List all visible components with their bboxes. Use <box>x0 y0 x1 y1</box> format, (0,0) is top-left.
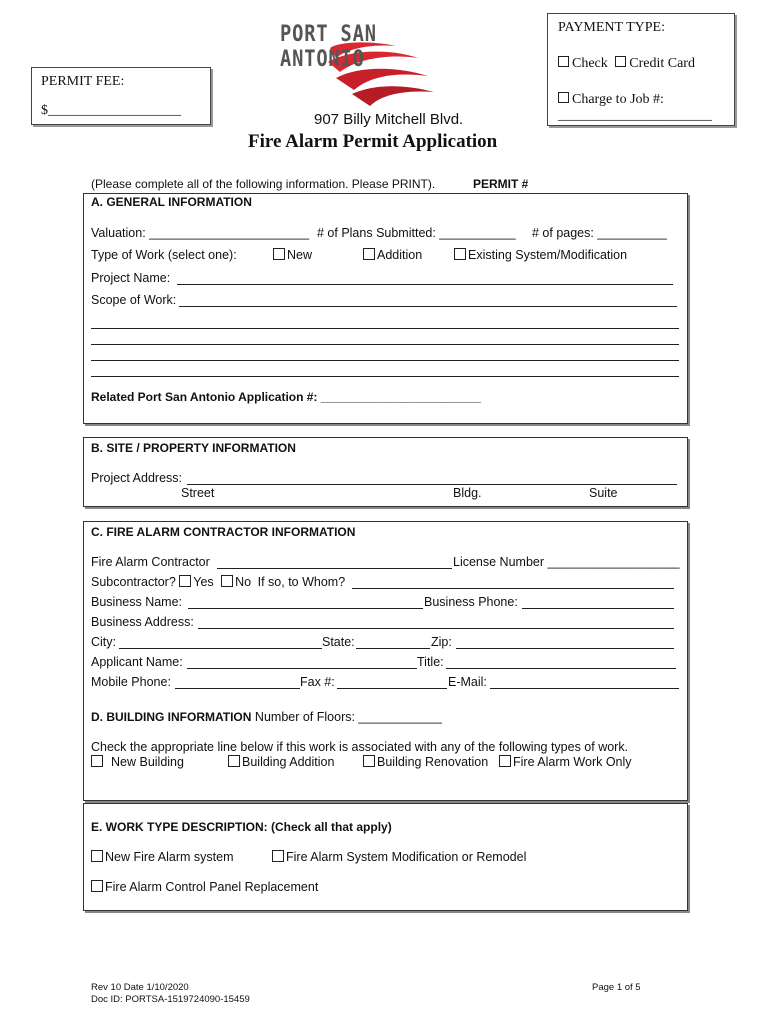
pages-field[interactable]: # of pages: __________ <box>532 226 667 240</box>
state-field[interactable] <box>356 648 430 649</box>
business-phone-label: Business Phone: <box>424 595 518 609</box>
scope-line-2[interactable] <box>91 328 679 329</box>
section-d-heading: D. BUILDING INFORMATION <box>91 710 252 724</box>
type-existing-option[interactable] <box>454 248 627 263</box>
email-field[interactable] <box>490 688 679 689</box>
building-instruction: Check the appropriate line below if this work is associated with any of the following types of work. <box>91 740 629 754</box>
fire-alarm-only-checkbox[interactable] <box>499 755 511 767</box>
page-title: Fire Alarm Permit Application <box>248 131 498 152</box>
intro-text: (Please complete all of the following information. Please PRINT). <box>91 177 436 191</box>
credit-card-label: Credit Card <box>629 56 695 71</box>
project-address-field[interactable] <box>187 484 677 485</box>
panel-replacement-option[interactable] <box>91 880 318 895</box>
fax-field[interactable] <box>337 688 447 689</box>
subcontractor-row <box>91 575 345 590</box>
city-field[interactable] <box>119 648 322 649</box>
contractor-field[interactable] <box>217 568 452 569</box>
suite-caption: Suite <box>589 486 618 500</box>
modification-checkbox[interactable] <box>272 850 284 862</box>
subcontractor-label: Subcontractor? <box>91 575 176 589</box>
addition-label: Addition <box>377 248 423 262</box>
address-text: 907 Billy Mitchell Blvd. <box>314 111 464 128</box>
section-c-heading: C. FIRE ALARM CONTRACTOR INFORMATION <box>91 525 356 539</box>
type-new-option[interactable] <box>273 248 312 263</box>
revision-date: Rev 10 Date 1/10/2020 <box>91 982 189 993</box>
scope-line-3[interactable] <box>91 344 679 345</box>
type-addition-option[interactable] <box>363 248 422 263</box>
section-a-heading: A. GENERAL INFORMATION <box>91 195 252 209</box>
section-general-information <box>83 193 688 424</box>
permit-fee-label: PERMIT FEE: <box>41 74 125 89</box>
project-name-field[interactable] <box>177 284 673 285</box>
document-id: Doc ID: PORTSA-1519724090-15459 <box>91 994 250 1005</box>
charge-label: Charge to Job #: <box>572 92 664 107</box>
section-e-heading: E. WORK TYPE DESCRIPTION: (Check all that apply) <box>91 820 392 834</box>
scope-line-5[interactable] <box>91 376 679 377</box>
mobile-phone-label: Mobile Phone: <box>91 675 171 689</box>
scope-line-1[interactable] <box>179 306 677 307</box>
business-phone-field[interactable] <box>522 608 674 609</box>
building-addition-option[interactable] <box>228 755 334 770</box>
no-label: No <box>235 575 252 589</box>
existing-checkbox[interactable] <box>454 248 466 260</box>
payment-type-label: PAYMENT TYPE: <box>558 20 665 35</box>
new-system-option[interactable] <box>91 850 234 865</box>
business-name-label: Business Name: <box>91 595 183 609</box>
type-of-work-label: Type of Work (select one): <box>91 248 237 262</box>
new-building-option[interactable] <box>91 755 184 770</box>
modification-option[interactable] <box>272 850 526 865</box>
fire-alarm-only-label: Fire Alarm Work Only <box>513 755 632 769</box>
no-checkbox[interactable] <box>221 575 233 587</box>
charge-checkbox[interactable] <box>558 92 569 103</box>
section-contractor-information <box>83 521 688 801</box>
building-floors-row <box>91 710 442 725</box>
license-number-field[interactable]: License Number ___________________ <box>453 555 680 569</box>
project-address-label: Project Address: <box>91 471 183 485</box>
building-renovation-label: Building Renovation <box>377 755 489 769</box>
whom-label: If so, to Whom? <box>257 575 346 589</box>
fire-alarm-only-option[interactable] <box>499 755 632 770</box>
permit-number-label: PERMIT # <box>473 177 529 191</box>
business-name-field[interactable] <box>188 608 423 609</box>
yes-checkbox[interactable] <box>179 575 191 587</box>
modification-label: Fire Alarm System Modification or Remodel <box>286 850 527 864</box>
section-site-property <box>83 437 688 507</box>
title-label: Title: <box>417 655 444 669</box>
panel-replacement-label: Fire Alarm Control Panel Replacement <box>105 880 319 894</box>
email-label: E-Mail: <box>448 675 487 689</box>
floors-field[interactable]: Number of Floors: ____________ <box>254 710 442 724</box>
city-label: City: <box>91 635 116 649</box>
building-renovation-option[interactable] <box>363 755 488 770</box>
port-san-antonio-logo <box>278 12 458 108</box>
page-number: Page 1 of 5 <box>592 982 641 993</box>
payment-check-option[interactable] <box>558 56 695 71</box>
panel-replacement-checkbox[interactable] <box>91 880 103 892</box>
street-caption: Street <box>181 486 215 500</box>
business-address-label: Business Address: <box>91 615 194 629</box>
whom-field[interactable] <box>352 588 674 589</box>
plans-submitted-field[interactable]: # of Plans Submitted: ___________ <box>317 226 516 240</box>
addition-checkbox[interactable] <box>363 248 375 260</box>
applicant-name-field[interactable] <box>187 668 417 669</box>
new-building-label: New Building <box>111 755 184 769</box>
charge-job-number-field[interactable]: ______________________ <box>558 108 712 123</box>
building-addition-label: Building Addition <box>242 755 335 769</box>
charge-to-job-option[interactable] <box>558 92 664 107</box>
new-building-checkbox[interactable] <box>91 755 103 767</box>
payment-type-box <box>547 13 735 126</box>
zip-label: Zip: <box>431 635 452 649</box>
existing-label: Existing System/Modification <box>468 248 628 262</box>
new-checkbox[interactable] <box>273 248 285 260</box>
section-b-heading: B. SITE / PROPERTY INFORMATION <box>91 441 296 455</box>
zip-field[interactable] <box>456 648 674 649</box>
yes-label: Yes <box>193 575 214 589</box>
title-field[interactable] <box>446 668 676 669</box>
project-name-label: Project Name: <box>91 271 171 285</box>
bldg-caption: Bldg. <box>453 486 482 500</box>
contractor-label: Fire Alarm Contractor <box>91 555 210 569</box>
permit-fee-field[interactable]: $___________________ <box>41 103 181 118</box>
applicant-name-label: Applicant Name: <box>91 655 183 669</box>
valuation-field[interactable]: Valuation: _______________________ <box>91 226 310 240</box>
section-work-type <box>83 803 688 911</box>
permit-fee-box <box>31 67 211 125</box>
new-system-checkbox[interactable] <box>91 850 103 862</box>
building-renovation-checkbox[interactable] <box>363 755 375 767</box>
scope-of-work-label: Scope of Work: <box>91 293 177 307</box>
check-checkbox[interactable] <box>558 56 569 67</box>
fax-label: Fax #: <box>300 675 335 689</box>
new-label: New <box>287 248 313 262</box>
state-label: State: <box>322 635 355 649</box>
logo-text: PORT SAN ANTONIO <box>280 22 377 72</box>
mobile-phone-field[interactable] <box>175 688 300 689</box>
building-addition-checkbox[interactable] <box>228 755 240 767</box>
scope-line-4[interactable] <box>91 360 679 361</box>
credit-card-checkbox[interactable] <box>615 56 626 67</box>
related-application-field[interactable]: Related Port San Antonio Application #: ________________________ <box>91 390 481 404</box>
business-address-field[interactable] <box>198 628 674 629</box>
check-label: Check <box>572 56 608 71</box>
new-system-label: New Fire Alarm system <box>105 850 234 864</box>
